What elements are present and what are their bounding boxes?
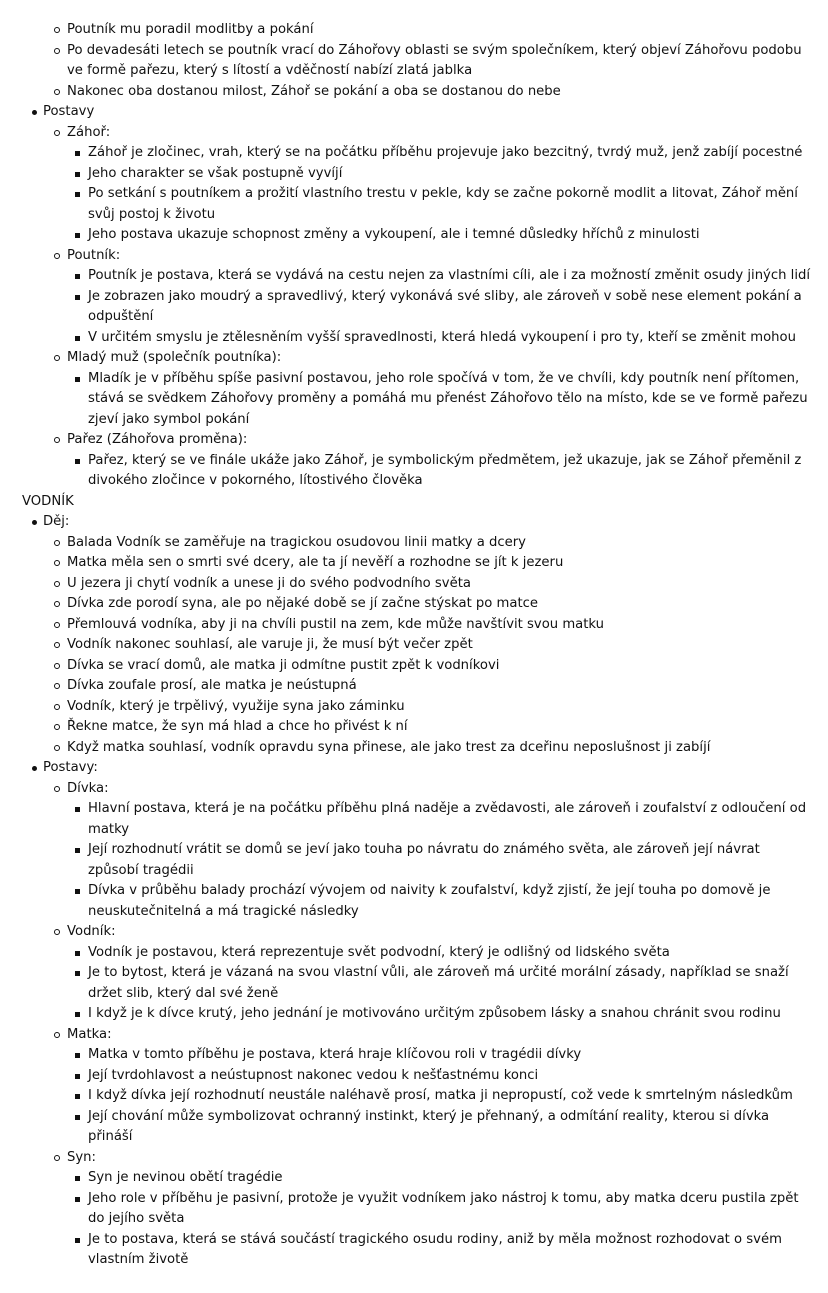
- character-detail: Jeho role v příběhu je pasivní, protože je využit vodníkem jako nástroj k tomu, aby matka dceru pustila zpět do jejího světa: [22, 1189, 814, 1230]
- character-detail: Její rozhodnutí vrátit se domů se jeví jako touha po návratu do známého světa, ale zároveň její návrat způsobí tragédii: [22, 840, 814, 881]
- list-item: Nakonec oba dostanou milost, Záhoř se pokání a oba se dostanou do nebe: [22, 82, 814, 103]
- plot-item: Balada Vodník se zaměřuje na tragickou osudovou linii matky a dcery: [22, 533, 814, 554]
- plot-item: Vodník, který je trpělivý, využije syna jako záminku: [22, 697, 814, 718]
- plot-item: U jezera ji chytí vodník a unese ji do svého podvodního světa: [22, 574, 814, 595]
- plot-item: Řekne matce, že syn má hlad a chce ho přivést k ní: [22, 717, 814, 738]
- character-name: Vodník:: [22, 922, 814, 943]
- vodnik-postavy: [22, 758, 814, 779]
- character-detail: Je zobrazen jako moudrý a spravedlivý, který vykonává své sliby, ale zároveň v sobě nese element pokání a odpuštění: [22, 287, 814, 328]
- vodnik-outline: [22, 512, 814, 533]
- character-name: Mladý muž (společník poutníka):: [22, 348, 814, 369]
- character-detail: Hlavní postava, která je na počátku příběhu plná naděje a zvědavosti, ale zároveň i zoufalství z odloučení od matky: [22, 799, 814, 840]
- character-detail: I když je k dívce krutý, jeho jednání je motivováno určitým způsobem lásky a snahou chránit svou rodinu: [22, 1004, 814, 1025]
- zahor-characters-list: [22, 123, 814, 492]
- intro-list: [22, 20, 814, 123]
- character-name: Syn:: [22, 1148, 814, 1169]
- plot-list: [22, 533, 814, 759]
- dej-label: Děj:: [22, 512, 814, 533]
- character-detail: Poutník je postava, která se vydává na cestu nejen za vlastními cíli, ale i za možností změnit osudy jiných lidí: [22, 266, 814, 287]
- character-detail: Jeho charakter se však postupně vyvíjí: [22, 164, 814, 185]
- character-detail: Jeho postava ukazuje schopnost změny a vykoupení, ale i temné důsledky hříchů z minulosti: [22, 225, 814, 246]
- plot-item: Dívka zde porodí syna, ale po nějaké době se jí začne stýskat po matce: [22, 594, 814, 615]
- plot-item: Dívka se vrací domů, ale matka ji odmítne pustit zpět k vodníkovi: [22, 656, 814, 677]
- plot-item: Dívka zoufale prosí, ale matka je neústupná: [22, 676, 814, 697]
- character-detail: Záhoř je zločinec, vrah, který se na počátku příběhu projevuje jako bezcitný, tvrdý muž, jenž zabíjí pocestné: [22, 143, 814, 164]
- list-item: Poutník mu poradil modlitby a pokání: [22, 20, 814, 41]
- character-detail: V určitém smyslu je ztělesněním vyšší spravedlnosti, která hledá vykoupení i pro ty, kteří se změnit mohou: [22, 328, 814, 349]
- character-detail: I když dívka její rozhodnutí neustále naléhavě prosí, matka ji nepropustí, což vede k smrtelným následkům: [22, 1086, 814, 1107]
- character-detail: Matka v tomto příběhu je postava, která hraje klíčovou roli v tragédii dívky: [22, 1045, 814, 1066]
- character-detail: Dívka v průběhu balady prochází vývojem od naivity k zoufalství, když zjistí, že její touha po domově je neuskutečnitelná a má tragické následky: [22, 881, 814, 922]
- character-detail: Je to postava, která se stává součástí tragického osudu rodiny, aniž by měla možnost rozhodovat o svém vlastním životě: [22, 1230, 814, 1271]
- character-detail: Mladík je v příběhu spíše pasivní postavou, jeho role spočívá v tom, že ve chvíli, kdy poutník není přítomen, stává se svědkem Záhořovy proměny a pomáhá mu přenést Záhořovo tělo na místo, kde se ve formě pařezu zjeví jako symbol pokání: [22, 369, 814, 431]
- character-name: Matka:: [22, 1025, 814, 1046]
- character-detail: Její chování může symbolizovat ochranný instinkt, který je přehnaný, a odmítání reality, kterou si dívka přináší: [22, 1107, 814, 1148]
- character-detail: Je to bytost, která je vázaná na svou vlastní vůli, ale zároveň má určité morální zásady, například se snaží držet slib, který dal své ženě: [22, 963, 814, 1004]
- character-name: Záhoř:: [22, 123, 814, 144]
- character-detail: Pařez, který se ve finále ukáže jako Záhoř, je symbolickým předmětem, jež ukazuje, jak se Záhoř přeměnil z divokého zločince v pokorného, lítostivého člověka: [22, 451, 814, 492]
- character-detail: Po setkání s poutníkem a prožití vlastního trestu v pekle, kdy se začne pokorně modlit a litovat, Záhoř mění svůj postoj k životu: [22, 184, 814, 225]
- vodnik-characters-list: [22, 779, 814, 1271]
- character-detail: Syn je nevinou obětí tragédie: [22, 1168, 814, 1189]
- plot-item: Přemlouvá vodníka, aby ji na chvíli pustil na zem, kde může navštívit svou matku: [22, 615, 814, 636]
- postavy-label: Postavy:: [22, 758, 814, 779]
- plot-item: Vodník nakonec souhlasí, ale varuje ji, že musí být večer zpět: [22, 635, 814, 656]
- character-detail: Vodník je postavou, která reprezentuje svět podvodní, který je odlišný od lidského světa: [22, 943, 814, 964]
- character-name: Poutník:: [22, 246, 814, 267]
- character-name: Dívka:: [22, 779, 814, 800]
- section-heading-vodnik: VODNÍK: [22, 493, 74, 509]
- plot-item: Když matka souhlasí, vodník opravdu syna přinese, ale jako trest za dceřinu neposlušnost ji zabíjí: [22, 738, 814, 759]
- character-detail: Její tvrdohlavost a neústupnost nakonec vedou k nešťastnému konci: [22, 1066, 814, 1087]
- postavy-label: Postavy: [22, 102, 814, 123]
- character-name: Pařez (Záhořova proměna):: [22, 430, 814, 451]
- list-item: Po devadesáti letech se poutník vrací do Záhořovy oblasti se svým společníkem, který objeví Záhořovu podobu ve formě pařezu, který s lítostí a vděčností nabízí zlatá jablka: [22, 41, 814, 82]
- plot-item: Matka měla sen o smrti své dcery, ale ta jí nevěří a rozhodne se jít k jezeru: [22, 553, 814, 574]
